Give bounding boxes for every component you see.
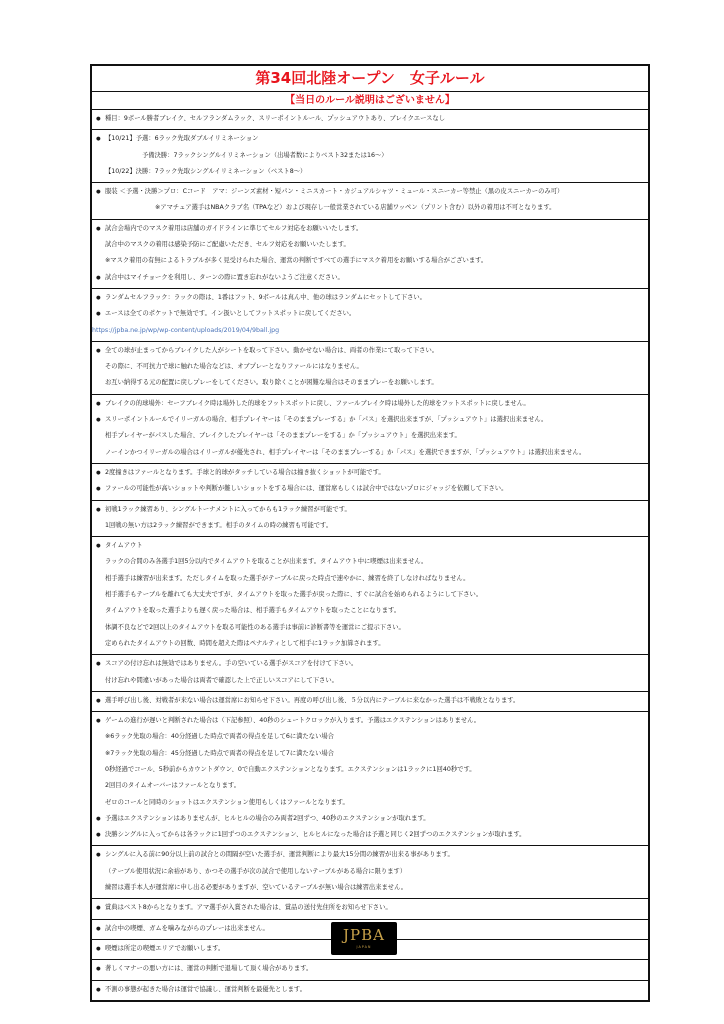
- rule-detail-line: ノーインかつイリーガルの場合はイリーガルが優先され、相手プレイヤーは「そのままプレーする」か「パス」を選択できますが、「プッシュアウト」は選択出来ません。: [105, 448, 586, 456]
- rule-detail-line: ゼロのコールと同時のショットはエクステンション使用もしくはファールとなります。: [105, 798, 349, 806]
- logo-mark: JPBA: [343, 926, 385, 944]
- rule-section: [92, 846, 648, 899]
- rule-detail-line: 予備決勝：7ラックシングルイリミネーション（出場者数によりベスト32または16～）: [142, 151, 388, 159]
- rule-section: [92, 220, 648, 289]
- rule-bullet-item: ● ゲームの進行が遅いと判断された場合は（下記参照）、40秒のシュートクロックが入ります。予選はエクステンションはありません。: [92, 713, 648, 729]
- rule-section: [92, 960, 648, 980]
- rule-detail-line: ※7ラック先取の場合：45分経過した時点で両者の得点を足して7に満たない場合: [105, 749, 334, 757]
- rule-bullet-item: ● スコアの付け忘れは無効ではありません。手の空いている選手がスコアを付けて下さい。: [92, 656, 648, 672]
- jpba-logo: [331, 922, 397, 955]
- rule-detail-line: 相手選手は練習が出来ます。ただしタイムを取った選手がテーブルに戻った時点で速やかに、練習を終了しなければなりません。: [105, 574, 470, 582]
- rule-bullet-item: ● シングルに入る前に90分以上前の試合との間隔が空いた選手が、運営判断により最大15分間の練習が出来る事があります。: [92, 847, 648, 863]
- rule-section: [92, 342, 648, 395]
- rule-link[interactable]: https://jpba.ne.jp/wp/wp-content/uploads/2019/04/9ball.jpg: [92, 326, 280, 334]
- rule-section: [92, 501, 648, 538]
- rule-bullet-item: ● ファールの可能性が高いショットや判断が難しいショットをする場合には、運営席もしくは試合中ではないプロにジャッジを依頼して下さい。: [92, 481, 648, 497]
- rule-section: [92, 537, 648, 655]
- page-subtitle: 【当日のルール説明はございません】: [92, 92, 648, 110]
- rule-bullet-item: ● ランダムセルフラック：ラックの際は、1番はフット、9ボールは真ん中、他の球はランダムにセットして下さい。: [92, 290, 648, 306]
- rule-section: [92, 110, 648, 130]
- rules-sections: [92, 110, 648, 1000]
- rule-detail-line: ※マスク着用の有無によるトラブルが多く見受けられた場合、運営の判断ですべての選手にマスク着用をお願いする場合がございます。: [105, 257, 488, 265]
- rule-bullet-item: ● 決勝シングルに入ってからは各ラックに1回ずつのエクステンション、ヒルヒルになった場合は予選と同じく2回ずつのエクステンションが取れます。: [92, 827, 648, 843]
- rule-detail-line: 0秒経過でコール、5秒前からカウントダウン、0で自動エクステンションとなります。エクステンションは1ラックに1回40秒です。: [105, 765, 476, 773]
- rule-detail-line: ※6ラック先取の場合：40分経過した時点で両者の得点を足して6に満たない場合: [105, 733, 334, 741]
- rule-section: [92, 712, 648, 846]
- rule-detail-line: 定められたタイムアウトの回数、時間を超えた際はペナルティとして相手に1ラック加算されます。: [105, 639, 385, 647]
- rule-section: [92, 692, 648, 712]
- rule-bullet-item: ● 服装 ＜予選・決勝＞プロ：Cコード アマ：ジーンズ素材・短パン・ミニスカート・カジュアルシャツ・ミュール・スニーカー等禁止（黒の皮スニーカーのみ可）: [92, 184, 648, 200]
- rule-detail-line: 1回戦の無い方は2ラック練習ができます。相手のタイムの時の練習も可能です。: [105, 521, 333, 529]
- rule-bullet-item: ● 初戦1ラック練習あり、シングルトーナメントに入ってからも1ラック練習が可能です。: [92, 502, 648, 518]
- rule-detail-line: その際に、不可抗力で球に触れた場合などは、オブプレーとなりファールにはなりません。: [105, 363, 363, 371]
- rule-bullet-item: ● ブレイクの的球場外：セーフブレイク時は場外した的球をフットスポットに戻し、ファールブレイク時は場外した的球をフットスポットに戻しません。: [92, 396, 648, 412]
- rule-section: [92, 289, 648, 342]
- rule-section: [92, 130, 648, 183]
- rule-detail-line: 体調不良などで2回以上のタイムアウトを取る可能性のある選手は事前に診断書等を運営にご提示下さい。: [105, 623, 405, 631]
- rule-bullet-item: ● 喫煙は所定の喫煙エリアでお願いします。: [92, 941, 648, 957]
- rule-detail-line: 試合中のマスクの着用は感染予防にご配慮いただき、セルフ対応をお願いいたします。: [105, 241, 350, 249]
- rule-detail-line: ※アマチュア選手はNBAクラブ名（TPAなど）および現存し一般営業されている店舗ワッペン（プリント含む）以外の着用は不可となります。: [155, 204, 556, 212]
- rule-bullet-item: ● 選手呼び出し後、対戦者が来ない場合は運営席にお知らせ下さい。再度の呼び出し後、５分以内にテーブルに来なかった選手は不戦敗となります。: [92, 693, 648, 709]
- rules-document: [90, 64, 650, 1002]
- rule-bullet-item: ● スリーポイントルールでイリーガルの場合、相手プレイヤーは「そのままプレーする」か「パス」を選択出来ますが、「プッシュアウト」は選択出来ません。: [92, 412, 648, 428]
- rule-section: [92, 655, 648, 692]
- rule-detail-line: ラックの合間のみ各選手1回5分以内でタイムアウトを取ることが出来ます。タイムアウト中に喫煙は出来ません。: [105, 558, 428, 566]
- rule-detail-line: 【10/22】決勝：7ラック先取シングルイリミネーション（ベスト8～）: [105, 167, 307, 175]
- rule-detail-line: 付け忘れや間違いがあった場合は両者で確認した上で正しいスコアにして下さい。: [105, 676, 338, 684]
- rule-bullet-item: ● 著しくマナーの悪い方には、運営の判断で退場して頂く場合があります。: [92, 961, 648, 977]
- rule-bullet-item: ● 2度撞きはファールとなります。手球と的球がタッチしている場合は撞き抜くショットが可能です。: [92, 465, 648, 481]
- rule-bullet-item: ● 賞典はベスト8からとなります。アマ選手が入賞された場合は、賞品の送付先住所をお知らせ下さい。: [92, 900, 648, 916]
- rule-bullet-item: ● 試合会場内でのマスク着用は店舗のガイドラインに準じてセルフ対応をお願いいたします。: [92, 221, 648, 237]
- rule-detail-line: 相手プレイヤーがパスした場合、ブレイクしたプレイヤーは「そのままプレーをする」か「プッシュアウト」を選択出来ます。: [105, 432, 461, 440]
- rule-section: [92, 464, 648, 501]
- rule-bullet-item: ● 予選はエクステンションはありませんが、ヒルヒルの場合のみ両者2回ずつ、40秒のエクステンションが取れます。: [92, 811, 648, 827]
- rule-section: [92, 899, 648, 919]
- rule-bullet-item: ● 試合中はマイチョークを利用し、ターンの際に置き忘れがないようご注意ください。: [92, 270, 648, 286]
- rule-bullet-item: ● エースは全てのポケットで無効です。イン扱いとしてフットスポットに戻してください。: [92, 306, 648, 322]
- logo-subtext: JAPAN: [356, 945, 372, 949]
- rule-bullet-item: ● 試合中の喫煙、ガムを噛みながらのプレーは出来ません。: [92, 921, 648, 937]
- rule-bullet-item: ● 全ての球が止まってからブレイクした人がシートを取って下さい。動かせない場合は、両者の作業にて取って下さい。: [92, 343, 648, 359]
- rule-bullet-item: ● タイムアウト: [92, 538, 648, 554]
- rule-detail-line: 練習は選手本人が運営席に申し出る必要がありますが、空いているテーブルが無い場合は練習出来ません。: [105, 884, 408, 892]
- rule-section: [92, 981, 648, 1000]
- rule-detail-line: タイムアウトを取った選手よりも遅く戻った場合は、相手選手もタイムアウトを取ったことになります。: [105, 607, 401, 615]
- rule-section: [92, 395, 648, 464]
- page-title: 第34回北陸オープン 女子ルール: [92, 66, 648, 92]
- rule-detail-line: 2回目のタイムオーバーはファールとなります。: [105, 782, 241, 790]
- rule-bullet-item: ● 【10/21】予選：6ラック先取ダブルイリミネーション: [92, 131, 648, 147]
- rule-bullet-item: ● 不測の事態が起きた場合は運営で協議し、運営判断を最優先とします。: [92, 982, 648, 998]
- rule-bullet-item: ● 種目：9ボール勝者ブレイク、セルフランダムラック、スリーポイントルール、プッシュアウトあり、ブレイクエースなし: [92, 111, 648, 127]
- rule-section: [92, 183, 648, 220]
- rule-detail-line: （テーブル使用状況に余裕があり、かつその選手が次の試合で使用しないテーブルがある場合に限ります）: [105, 867, 407, 875]
- rule-detail-line: 相手選手もテーブルを離れても大丈夫ですが、タイムアウトを取った選手が戻った際に、すぐに試合を始められるようにして下さい。: [105, 591, 483, 599]
- rule-detail-line: お互い納得する元の配置に戻しプレーをしてください。取り除くことが困難な場合はそのままプレーをお願いします。: [105, 379, 438, 387]
